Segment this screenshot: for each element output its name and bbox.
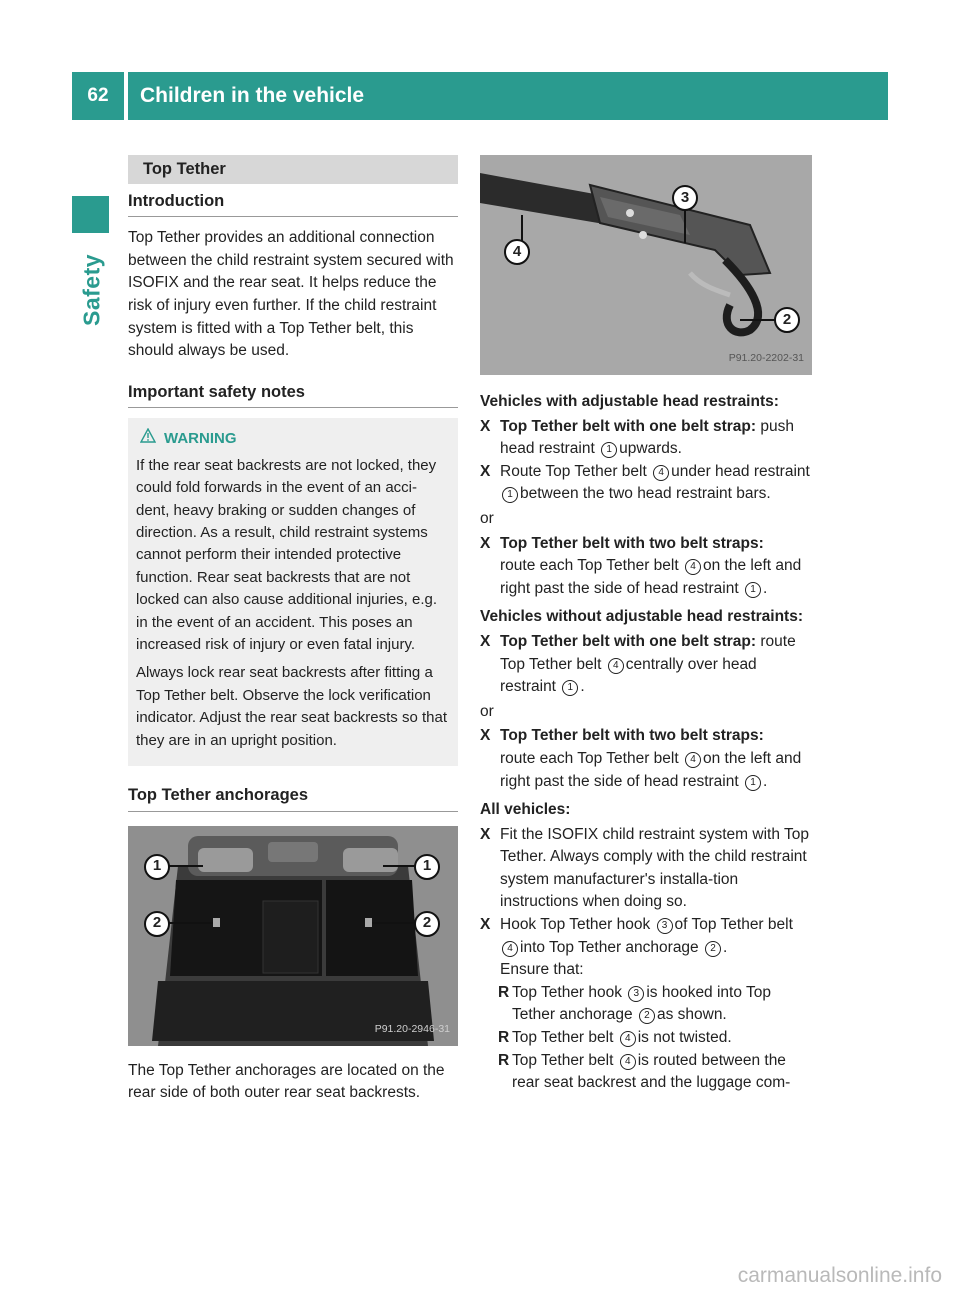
ref-4: 4: [620, 1054, 636, 1070]
step-noadj-1: X Top Tether belt with one belt strap: route Top Tether belt 4 centrally over head restraint 1 .: [480, 631, 812, 699]
step-marker: X: [480, 417, 491, 435]
ref-2: 2: [705, 941, 721, 957]
callout-1-left: 1: [144, 854, 170, 880]
anchorages-image: [128, 826, 458, 1046]
ref-4: 4: [608, 658, 624, 674]
or-label: or: [480, 702, 494, 720]
ref-4: 4: [685, 752, 701, 768]
step-marker: X: [480, 632, 491, 650]
page-number: 62: [72, 72, 124, 120]
step-title: Top Tether belt with one belt strap:: [500, 632, 757, 650]
ref-4: 4: [685, 559, 701, 575]
no-adjustable-head-restraints-heading: Vehicles without adjustable head restraints:: [480, 608, 804, 626]
bullet-marker: R: [498, 1029, 510, 1047]
warning-box: [128, 418, 458, 766]
ref-1: 1: [562, 680, 578, 696]
callout-1-right: 1: [414, 854, 440, 880]
callout-3: 3: [672, 185, 698, 211]
chapter-title: Children in the vehicle: [128, 72, 888, 120]
step-title: Top Tether belt with two belt straps:: [500, 727, 764, 745]
bullet-marker: R: [498, 983, 510, 1001]
section-title: Top Tether: [128, 155, 458, 184]
introduction-heading: Introduction: [128, 190, 458, 218]
left-column: [128, 155, 458, 1119]
ref-1: 1: [502, 487, 518, 503]
step-marker: X: [480, 916, 491, 934]
callout-2: 2: [774, 307, 800, 333]
step-marker: X: [480, 462, 491, 480]
step-adj-2: X Route Top Tether belt 4 under head restraint 1 between the two head restraint bars.: [480, 461, 812, 506]
anchorages-text: The Top Tether anchorages are located on the rear side of both outer rear seat backrests.: [128, 1061, 445, 1102]
ref-1: 1: [745, 775, 761, 791]
ref-4: 4: [653, 465, 669, 481]
section-tab-safety: Safety: [78, 253, 105, 327]
step-title: Top Tether belt with one belt strap:: [500, 417, 757, 435]
ref-3: 3: [628, 986, 644, 1002]
ensure-label: Ensure that:: [500, 961, 584, 979]
or-label: or: [480, 509, 494, 527]
ref-1: 1: [745, 582, 761, 598]
ref-4: 4: [502, 941, 518, 957]
step-marker: X: [480, 534, 491, 552]
step-marker: X: [480, 727, 491, 745]
step-noadj-2: X Top Tether belt with two belt straps: route each Top Tether belt 4 on the left and right past the side of head restraint 1 .: [480, 725, 812, 793]
ref-4: 4: [620, 1031, 636, 1047]
callout-4: 4: [504, 239, 530, 265]
introduction-text: Top Tether provides an additional connection between the child restraint system secured with ISOFIX and the rear seat. It helps reduce the risk of injury even further. If the child restraint system is fitted with a Top Tether belt, this should always be used.: [128, 229, 454, 360]
ref-3: 3: [657, 918, 673, 934]
top-tether-hook-image: [480, 155, 812, 375]
image-credit: P91.20-2202-31: [728, 352, 804, 365]
right-column: [480, 155, 812, 1095]
step-adj-3: X Top Tether belt with two belt straps: route each Top Tether belt 4 on the left and right past the side of head restraint 1 .: [480, 533, 812, 601]
step-title: Top Tether belt with two belt straps:: [500, 534, 764, 552]
image-credit: P91.20-2946-31: [374, 1023, 450, 1036]
ref-1: 1: [601, 442, 617, 458]
all-vehicles-heading: All vehicles:: [480, 801, 571, 819]
adjustable-head-restraints-heading: Vehicles with adjustable head restraints:: [480, 393, 779, 410]
bullet-1: R Top Tether hook 3 is hooked into Top Tether anchorage 2 as shown.: [498, 982, 812, 1027]
step-marker: X: [480, 825, 491, 843]
bullet-3: R Top Tether belt 4 is routed between the rear seat backrest and the luggage com-: [498, 1050, 812, 1095]
callout-2-left: 2: [144, 911, 170, 937]
tether-hook-illustration: [480, 155, 812, 375]
safety-notes-heading: Important safety notes: [128, 381, 458, 409]
luggage-compartment-illustration: [128, 826, 458, 1046]
warning-text-1: If the rear seat backrests are not locked, they could fold forwards in the event of an acci-dent, heavy braking or sudden changes of direction. As a result, child restraint systems cannot perform their intended protective function. Rear seat backrests that are not locked can also cause additional injuries, e.g. in the event of an accident. This poses an increased risk of injury or even fatal injury.: [136, 456, 438, 653]
section-marker-block: [72, 196, 109, 233]
step-all-1: X Fit the ISOFIX child restraint system with Top Tether. Always comply with the child restraint system manufacturer's installa-tion instructions when doing so.: [480, 824, 812, 914]
bullet-marker: R: [498, 1051, 510, 1069]
warning-triangle-icon: [140, 428, 156, 450]
warning-text-2: Always lock rear seat backrests after fitting a Top Tether belt. Observe the lock verification indicator. Adjust the rear seat backrests so that they are in an upright position.: [136, 664, 448, 749]
callout-2-right: 2: [414, 911, 440, 937]
anchorages-heading: Top Tether anchorages: [128, 784, 458, 812]
ref-2: 2: [639, 1008, 655, 1024]
step-adj-1: X Top Tether belt with one belt strap: push head restraint 1 upwards.: [480, 416, 812, 461]
warning-title: WARNING: [164, 430, 237, 448]
watermark: carmanualsonline.info: [737, 1264, 942, 1287]
step-all-2: X Hook Top Tether hook 3 of Top Tether belt 4 into Top Tether anchorage 2 . Ensure that:: [480, 914, 812, 982]
bullet-2: R Top Tether belt 4 is not twisted.: [498, 1027, 812, 1050]
